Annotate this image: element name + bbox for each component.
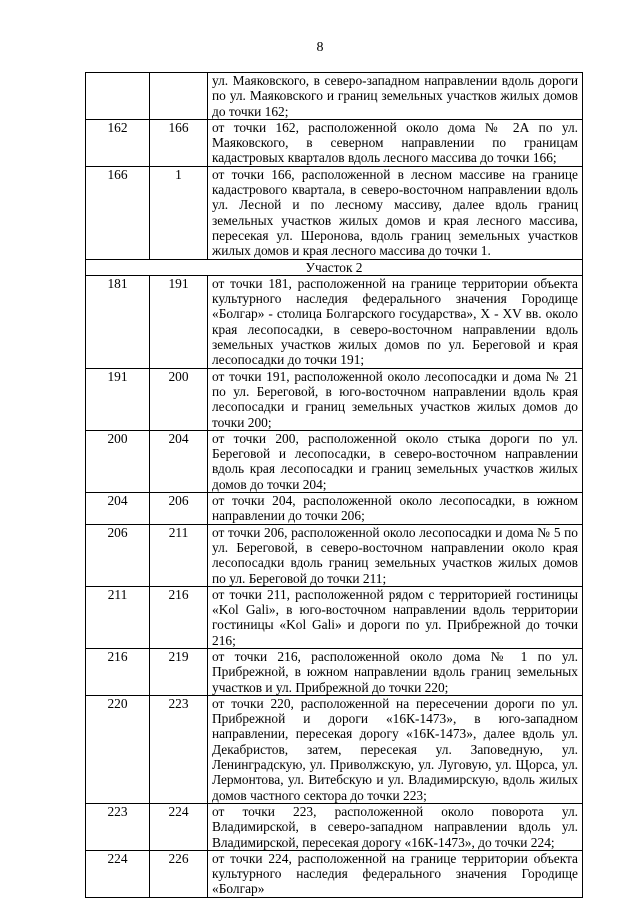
from-point-cell: 166 — [86, 166, 150, 259]
description-cell: от точки 166, расположенной в лесном массиве на границе кадастрового квартала, в северо-восточном направлении вдоль ул. Лесной и по лесному массиву, далее вдоль границ земельных участков жилых домов и края лесного массива, пересекая ул. Шеронова, вдоль границ земельных участков жилых домов и края лесного массива до точки 1. — [208, 166, 583, 259]
to-point-cell: 224 — [150, 803, 208, 850]
description-cell: от точки 191, расположенной около лесопосадки и дома № 21 по ул. Береговой, в юго-восточном направлении вдоль края лесопосадки и границ земельных участков жилых домов до точки 200; — [208, 368, 583, 430]
from-point-cell: 220 — [86, 695, 150, 803]
from-point-cell: 216 — [86, 648, 150, 695]
description-cell: от точки 200, расположенной около стыка дороги по ул. Береговой и лесопосадки, в северо-восточном направлении вдоль края лесопосадки и границ земельных участков жилых домов до точки 204; — [208, 430, 583, 492]
description-cell: от точки 211, расположенной рядом с территорией гостиницы «Kol Gali», в юго-восточном направлении вдоль территории гостиницы «Kol Gali» и дороги по ул. Прибрежной до точки 216; — [208, 586, 583, 648]
description-cell: ул. Маяковского, в северо-западном направлении вдоль дороги по ул. Маяковского и границ земельных участков жилых домов до точки 162; — [208, 73, 583, 120]
to-point-cell: 191 — [150, 275, 208, 368]
table-row — [86, 166, 583, 259]
from-point-cell: 224 — [86, 850, 150, 897]
page-number: 8 — [316, 40, 324, 55]
from-point-cell: 204 — [86, 493, 150, 525]
table-row — [86, 430, 583, 492]
from-point-cell: 191 — [86, 368, 150, 430]
to-point-cell: 211 — [150, 524, 208, 586]
boundary-table — [85, 72, 583, 898]
to-point-cell: 216 — [150, 586, 208, 648]
to-point-cell: 223 — [150, 695, 208, 803]
table-row — [86, 586, 583, 648]
description-cell: от точки 181, расположенной на границе территории объекта культурного наследия федерального значения Городище «Болгар» - столица Болгарского государства», X - XV вв. около края лесопосадки, в северо-восточном направлении вдоль земельных участков жилых домов по ул. Береговой и края лесопосадки до точки 191; — [208, 275, 583, 368]
table-row — [86, 275, 583, 368]
to-point-cell: 204 — [150, 430, 208, 492]
description-cell: от точки 224, расположенной на границе территории объекта культурного наследия федерального значения Городище «Болгар» — [208, 850, 583, 897]
description-cell: от точки 220, расположенной на пересечении дороги по ул. Прибрежной и дороги «16К-1473», в юго-западном направлении, пересекая дорогу «16К-1473», далее вдоль ул. Декабристов, затем, пересекая ул. Заповедную, ул. Ленинградскую, ул. Приволжскую, ул. Луговую, ул. Щорса, ул. Лермонтова, ул. Витебскую и ул. Владимирскую, вдоль жилых домов частного сектора до точки 223; — [208, 695, 583, 803]
to-point-cell — [150, 73, 208, 120]
table-row — [86, 648, 583, 695]
description-cell: от точки 204, расположенной около лесопосадки, в южном направлении до точки 206; — [208, 493, 583, 525]
table-row — [86, 119, 583, 166]
description-cell: от точки 223, расположенной около поворота ул. Владимирской, в северо-западном направлении вдоль ул. Владимирской, пересекая дорогу «16К-1473», до точки 224; — [208, 803, 583, 850]
from-point-cell: 211 — [86, 586, 150, 648]
table-row — [86, 368, 583, 430]
table-row — [86, 493, 583, 525]
section-title: Участок 2 — [86, 259, 583, 275]
from-point-cell: 200 — [86, 430, 150, 492]
from-point-cell: 223 — [86, 803, 150, 850]
to-point-cell: 226 — [150, 850, 208, 897]
to-point-cell: 219 — [150, 648, 208, 695]
section-row — [86, 259, 583, 275]
from-point-cell: 206 — [86, 524, 150, 586]
description-cell: от точки 216, расположенной около дома № 1 по ул. Прибрежной, в южном направлении вдоль границ земельных участков и ул. Прибрежной до точки 220; — [208, 648, 583, 695]
to-point-cell: 1 — [150, 166, 208, 259]
table-row — [86, 850, 583, 897]
to-point-cell: 206 — [150, 493, 208, 525]
from-point-cell: 181 — [86, 275, 150, 368]
table-row — [86, 803, 583, 850]
to-point-cell: 200 — [150, 368, 208, 430]
from-point-cell: 162 — [86, 119, 150, 166]
table-row — [86, 695, 583, 803]
description-cell: от точки 206, расположенной около лесопосадки и дома № 5 по ул. Береговой, в северо-восточном направлении около края лесопосадки вдоль границ земельных участков жилых домов по ул. Береговой до точки 211; — [208, 524, 583, 586]
to-point-cell: 166 — [150, 119, 208, 166]
table-row — [86, 524, 583, 586]
from-point-cell — [86, 73, 150, 120]
table-row — [86, 73, 583, 120]
description-cell: от точки 162, расположенной около дома № 2А по ул. Маяковского, в северном направлении по границам кадастровых кварталов вдоль лесного массива до точки 166; — [208, 119, 583, 166]
boundary-table-body — [86, 73, 583, 898]
